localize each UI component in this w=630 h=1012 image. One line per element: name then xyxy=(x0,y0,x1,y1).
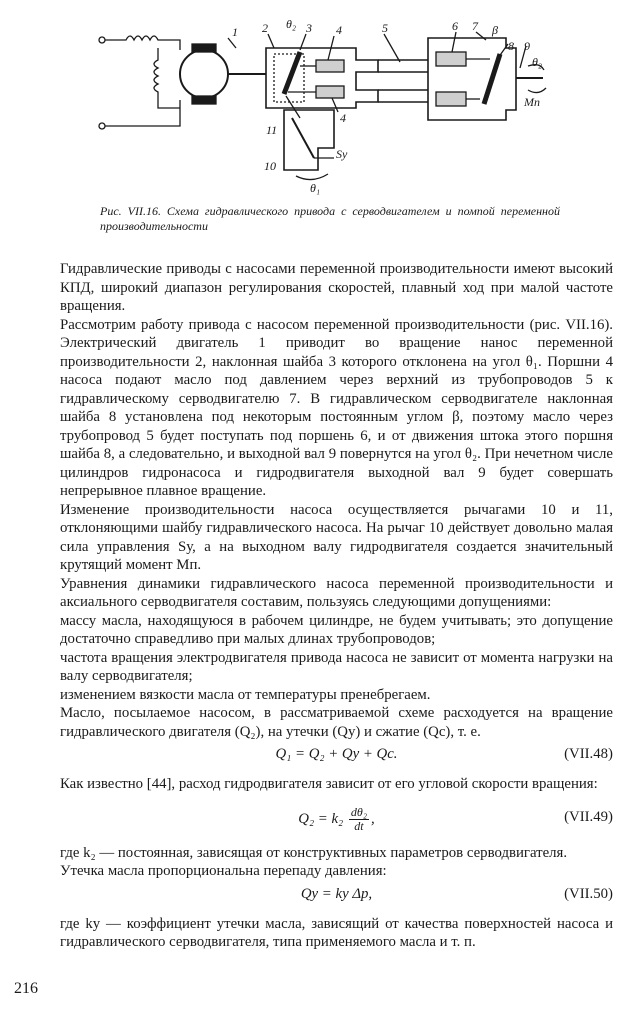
paragraph-1: Гидравлические приводы с насосами переменной производительности имеют высокий КПД, широкий диапазон регулирования скоростей, плавный ход при малой частоте вращения. xyxy=(60,261,613,314)
coil-top xyxy=(105,36,180,50)
label-2: 2 xyxy=(262,21,268,35)
theta1-arrow xyxy=(296,174,328,180)
servo-swash-plate xyxy=(484,54,500,104)
coil-field xyxy=(154,48,180,108)
leader-8 xyxy=(498,44,508,58)
equation-vii49-number: (VII.49) xyxy=(564,808,613,825)
assumption-3: изменением вязкости масла от температуры пренебрегаем. xyxy=(60,686,431,703)
label-9: 9 xyxy=(524,39,530,53)
lever-10 xyxy=(292,118,314,158)
servo-piston-upper xyxy=(436,52,466,66)
label-theta2-top: θ₂ xyxy=(286,17,297,31)
paragraph-3: Изменение производительности насоса осуществляется рычагами 10 и 11, отклоняющими шайбу гидравлического насоса. На рычаг 10 действует довольно малая сила управления Sу, а на выходном валу гидродвигателя создается значительный крутящий момент Mп. xyxy=(60,501,613,573)
paragraph-4: Уравнения динамики гидравлического насоса переменной производительности и аксиального серводвигателя составим, пользуясь следующими допущениями: xyxy=(60,575,613,610)
moment-arrow xyxy=(528,88,546,93)
brush-bottom xyxy=(192,96,216,104)
motor-circle xyxy=(180,50,228,98)
assumption-2: частота вращения электродвигателя привода насоса не зависит от момента нагрузки на валу серводвигателя; xyxy=(60,649,613,684)
equation-vii49-tail: , xyxy=(371,810,375,827)
leader-5 xyxy=(384,34,400,62)
label-theta1: θ₁ xyxy=(310,181,321,195)
piston-upper xyxy=(316,60,344,72)
label-7: 7 xyxy=(472,19,478,33)
body-text xyxy=(60,260,613,952)
label-11: 11 xyxy=(266,123,278,137)
fraction-denominator: dt xyxy=(354,818,364,833)
label-1: 1 xyxy=(232,25,238,39)
servo-piston-lower xyxy=(436,92,466,106)
label-theta2-right: θ₂ xyxy=(532,55,543,69)
label-sy: Sу xyxy=(336,147,348,161)
equation-vii48-number: (VII.48) xyxy=(564,746,613,762)
lever-11 xyxy=(286,96,300,118)
paragraph-6: Как известно [44], расход гидродвигателя зависит от его угловой скорости вращения: xyxy=(60,776,598,792)
equation-vii50-formula: Qу = kу Δp, xyxy=(300,885,373,902)
equation-vii50-number: (VII.50) xyxy=(564,885,613,902)
label-10: 10 xyxy=(264,159,276,173)
paragraph-9: где kу — коэффициент утечки масла, зависящий от качества поверхностей насоса и гидравлического серводвигателя, типа применяемого масла и т. п. xyxy=(60,915,613,950)
paragraph-7: где k₂ — постоянная, зависящая от конструктивных параметров серводвигателя. xyxy=(60,844,568,861)
wire-bottom xyxy=(105,100,180,126)
label-6: 6 xyxy=(452,19,458,33)
paragraph-5: Масло, посылаемое насосом, в рассматриваемой схеме расходуется на вращение гидравлического двигателя (Q₂), на утечки (Qу) и сжатие (Qс), т. е. xyxy=(60,705,613,740)
label-mn: Mп xyxy=(524,95,540,109)
label-8: 8 xyxy=(508,39,514,53)
fraction-numerator: dθ₂ xyxy=(350,804,367,819)
equation-vii48 xyxy=(60,745,613,769)
paragraph-8: Утечка масла пропорциональна перепаду давления: xyxy=(60,863,387,879)
brush-top xyxy=(192,44,216,52)
equation-vii49-lhs: Q₂ = k₂ xyxy=(298,810,344,827)
leader-1 xyxy=(228,38,236,48)
piston-lower xyxy=(316,86,344,98)
pump-swash-plate xyxy=(284,52,300,94)
terminal-bottom xyxy=(99,123,105,129)
equation-vii49-fraction xyxy=(349,806,369,833)
assumption-1: массу масла, находящуюся в рабочем цилиндре, не будем учитывать; это допущение достаточно справедливо при малых длинах трубопроводов; xyxy=(60,612,613,647)
paragraph-2: Рассмотрим работу привода с насосом переменной производительности (рис. VII.16). Электрический двигатель 1 приводит во вращение нанос переменной производительности 2, наклонная шайба 3 которого отклонена на угол θ₁. Поршни 4 насоса подают масло под давлением через верхний из трубопроводов 5 к гидравлическому серводвигателю 7. В гидравлическом серводвигателе наклонная шайба 8 установлена под некоторым постоянным углом β, поэтому масло через трубопровод 5 будет поступать под поршень 6, и от движения штока этого поршня шайба 8, а следовательно, и выходной вал 9 повернутся на угол θ₂. При нечетном числе цилиндров гидронасоса и гидродвигателя выходной вал 9 будет совершать непрерывное плавное вращение. xyxy=(60,316,613,499)
figure-caption: Рис. VII.16. Схема гидравлического привода с серводвигателем и помпой переменной производительности xyxy=(100,204,560,233)
label-4a: 4 xyxy=(336,23,342,37)
terminal-top xyxy=(99,37,105,43)
label-3: 3 xyxy=(306,21,312,35)
equation-vii48-formula: Q₁ = Q₂ + Qу + Qс. xyxy=(275,746,398,762)
label-beta: β xyxy=(492,23,498,37)
pump-body xyxy=(266,48,378,108)
diagram-svg xyxy=(88,8,548,203)
leader-6 xyxy=(452,32,456,52)
label-4b: 4 xyxy=(340,111,346,125)
equation-vii49-formula xyxy=(60,806,613,833)
leader-2 xyxy=(268,34,274,48)
equation-vii49 xyxy=(60,798,613,838)
hydraulic-drive-diagram xyxy=(88,8,548,203)
equation-vii50 xyxy=(60,885,613,909)
label-5: 5 xyxy=(382,21,388,35)
page-number: 216 xyxy=(14,980,38,997)
